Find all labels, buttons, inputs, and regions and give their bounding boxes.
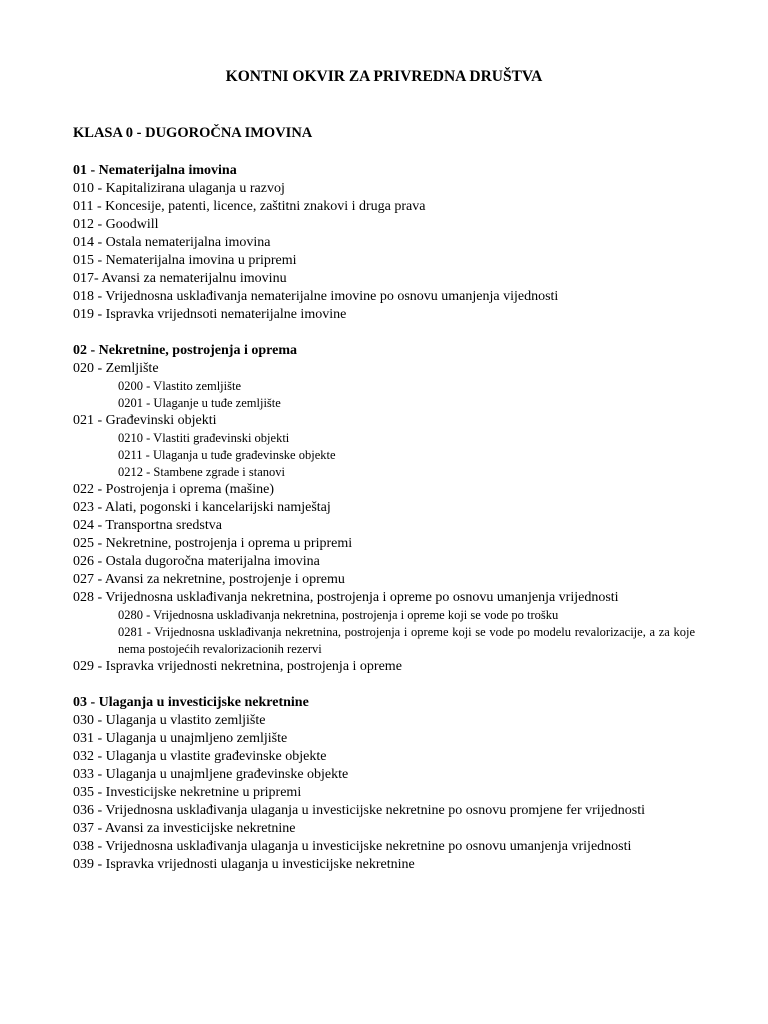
account-line: 028 - Vrijednosna usklađivanja nekretnina, postrojenja i opreme po osnovu umanjenja vrijednosti [73,590,619,605]
sub-account-line: 0212 - Stambene zgrade i stanovi [118,465,285,479]
account-line: 026 - Ostala dugoročna materijalna imovina [73,554,320,569]
account-line: 023 - Alati, pogonski i kancelarijski namještaj [73,500,331,515]
account-line: 031 - Ulaganja u unajmljeno zemljište [73,731,288,746]
account-group-03 [73,694,695,874]
account-line: 011 - Koncesije, patenti, licence, zaštitni znakovi i druga prava [73,199,426,214]
account-line: 030 - Ulaganja u vlastito zemljište [73,713,266,728]
sub-account-line: 0280 - Vrijednosna usklađivanja nekretnina, postrojenja i opreme koji se vode po trošku [118,608,559,622]
group-heading: 03 - Ulaganja u investicijske nekretnine [73,695,309,710]
sub-account-line: 0200 - Vlastito zemljište [118,379,242,393]
sub-account-line: 0211 - Ulaganja u tuđe građevinske objekte [118,448,336,462]
document-content [73,162,695,892]
account-line: 019 - Ispravka vrijednsoti nematerijalne imovine [73,307,347,322]
account-line: 015 - Nematerijalna imovina u pripremi [73,253,297,268]
account-line: 036 - Vrijednosna usklađivanja ulaganja u investicijske nekretnine po osnovu promjene fer vrijednosti [73,803,645,818]
group-heading: 02 - Nekretnine, postrojenja i oprema [73,343,297,358]
account-line: 025 - Nekretnine, postrojenja i oprema u pripremi [73,536,353,551]
account-line: 035 - Investicijske nekretnine u pripremi [73,785,302,800]
class-heading: KLASA 0 - DUGOROČNA IMOVINA [73,125,313,141]
group-heading: 01 - Nematerijalna imovina [73,163,237,178]
sub-account-line: 0201 - Ulaganje u tuđe zemljište [118,396,281,410]
account-group-02 [73,342,695,676]
account-line: 017- Avansi za nematerijalnu imovinu [73,271,287,286]
sub-account-line: 0281 - Vrijednosna usklađivanja nekretnina, postrojenja i opreme koji se vode po modelu revalorizacije, a za koje nema postojećih revalorizacionih rezervi [118,625,695,656]
account-line: 039 - Ispravka vrijednosti ulaganja u investicijske nekretnine [73,857,415,872]
account-line: 020 - Zemljište [73,361,159,376]
account-line: 014 - Ostala nematerijalna imovina [73,235,271,250]
account-line: 027 - Avansi za nekretnine, postrojenje i opremu [73,572,345,587]
account-line: 010 - Kapitalizirana ulaganja u razvoj [73,181,285,196]
account-line: 037 - Avansi za investicijske nekretnine [73,821,296,836]
account-line: 021 - Građevinski objekti [73,413,217,428]
document-title: KONTNI OKVIR ZA PRIVREDNA DRUŠTVA [225,68,543,85]
account-line: 024 - Transportna sredstva [73,518,222,533]
sub-account-line: 0210 - Vlastiti građevinski objekti [118,431,290,445]
account-line: 022 - Postrojenja i oprema (mašine) [73,482,275,497]
account-line: 012 - Goodwill [73,217,159,232]
account-line: 018 - Vrijednosna usklađivanja nematerijalne imovine po osnovu umanjenja vijednosti [73,289,559,304]
account-line: 029 - Ispravka vrijednosti nekretnina, postrojenja i opreme [73,659,402,674]
account-line: 032 - Ulaganja u vlastite građevinske objekte [73,749,327,764]
account-group-01 [73,162,695,324]
account-line: 033 - Ulaganja u unajmljene građevinske objekte [73,767,349,782]
account-line: 038 - Vrijednosna usklađivanja ulaganja u investicijske nekretnine po osnovu umanjenja vrijednosti [73,839,632,854]
